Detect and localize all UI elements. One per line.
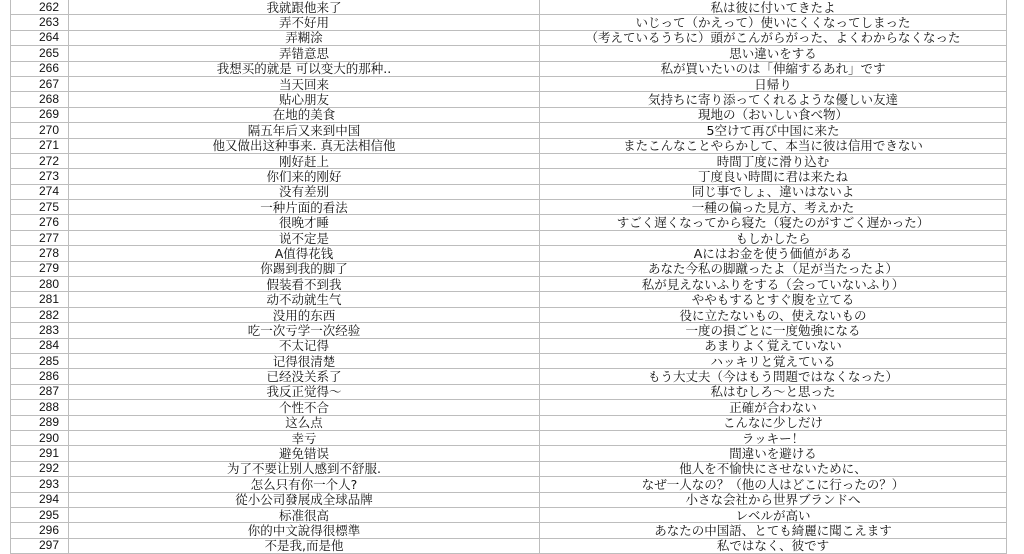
row-number-cell[interactable]: 264 [11,30,69,45]
table-row [11,430,1007,445]
chinese-phrase-cell[interactable]: 记得很清楚 [69,353,540,368]
japanese-translation-cell[interactable]: 丁度良い時間に君は来たね [540,169,1007,184]
row-number-cell[interactable]: 292 [11,461,69,476]
chinese-phrase-cell[interactable]: 个性不合 [69,400,540,415]
chinese-phrase-cell[interactable]: 动不动就生气 [69,292,540,307]
table-row [11,169,1007,184]
chinese-phrase-cell[interactable]: 为了不要让别人感到不舒服. [69,461,540,476]
chinese-phrase-cell[interactable]: 我反正觉得～ [69,384,540,399]
japanese-translation-cell[interactable]: 正確が合わない [540,400,1007,415]
chinese-phrase-cell[interactable]: 不是我,而是他 [69,538,540,553]
chinese-phrase-cell[interactable]: 不太记得 [69,338,540,353]
row-number-cell[interactable]: 283 [11,323,69,338]
chinese-phrase-cell[interactable]: 我就跟他来了 [69,0,540,15]
chinese-phrase-cell[interactable]: 刚好赶上 [69,153,540,168]
row-number-cell[interactable]: 269 [11,107,69,122]
phrase-table [10,0,1007,554]
table-row [11,153,1007,168]
chinese-phrase-cell[interactable]: 弄错意思 [69,46,540,61]
table-row [11,523,1007,538]
row-number-cell[interactable]: 272 [11,153,69,168]
row-number-cell[interactable]: 276 [11,215,69,230]
row-number-cell[interactable]: 274 [11,184,69,199]
japanese-translation-cell[interactable]: 思い違いをする [540,46,1007,61]
table-row [11,15,1007,30]
table-row [11,307,1007,322]
japanese-translation-cell[interactable]: あなたの中国語、とても綺麗に聞こえます [540,523,1007,538]
japanese-translation-cell[interactable]: 私が見えないふりをする（会っていないふり） [540,277,1007,292]
chinese-phrase-cell[interactable]: 假装看不到我 [69,277,540,292]
chinese-phrase-cell[interactable]: 從小公司發展成全球品牌 [69,492,540,507]
chinese-phrase-cell[interactable]: 没有差别 [69,184,540,199]
japanese-translation-cell[interactable]: 小さな会社から世界ブランドへ [540,492,1007,507]
row-number-cell[interactable]: 289 [11,415,69,430]
japanese-translation-cell[interactable]: ハッキリと覚えている [540,353,1007,368]
chinese-phrase-cell[interactable]: 你的中文說得很標準 [69,523,540,538]
japanese-translation-cell[interactable]: 一度の損ごとに一度勉強になる [540,323,1007,338]
table-row [11,492,1007,507]
row-number-cell[interactable]: 284 [11,338,69,353]
row-number-cell[interactable]: 288 [11,400,69,415]
table-row [11,46,1007,61]
japanese-translation-cell[interactable]: 私はむしろ～と思った [540,384,1007,399]
japanese-translation-cell[interactable]: 気持ちに寄り添ってくれるような優しい友達 [540,92,1007,107]
table-row [11,415,1007,430]
table-row [11,277,1007,292]
japanese-translation-cell[interactable]: （考えているうちに）頭がこんがらがった、よくわからなくなった [540,30,1007,45]
chinese-phrase-cell[interactable]: 一种片面的看法 [69,200,540,215]
japanese-translation-cell[interactable]: ややもするとすぐ腹を立てる [540,292,1007,307]
japanese-translation-cell[interactable]: もう大丈夫（今はもう問題ではなくなった） [540,369,1007,384]
japanese-translation-cell[interactable]: レベルが高い [540,507,1007,522]
table-row [11,184,1007,199]
table-row [11,215,1007,230]
row-number-cell[interactable]: 275 [11,200,69,215]
table-row [11,507,1007,522]
table-row [11,0,1007,15]
japanese-translation-cell[interactable]: なぜ一人なの？（他の人はどこに行ったの？） [540,477,1007,492]
japanese-translation-cell[interactable]: 役に立たないもの、使えないもの [540,307,1007,322]
japanese-translation-cell[interactable]: いじって（かえって）使いにくくなってしまった [540,15,1007,30]
chinese-phrase-cell[interactable]: 标准很高 [69,507,540,522]
table-row [11,400,1007,415]
table-row [11,138,1007,153]
table-row [11,246,1007,261]
chinese-phrase-cell[interactable]: 我想买的就是 可以变大的那种.. [69,61,540,76]
row-number-cell[interactable]: 262 [11,0,69,15]
row-number-cell[interactable]: 267 [11,76,69,91]
japanese-translation-cell[interactable]: 日帰り [540,76,1007,91]
row-number-cell[interactable]: 279 [11,261,69,276]
table-row [11,76,1007,91]
row-number-cell[interactable]: 297 [11,538,69,553]
chinese-phrase-cell[interactable]: 怎么只有你一个人? [69,477,540,492]
table-row [11,123,1007,138]
japanese-translation-cell[interactable]: 私が買いたいのは「伸縮するあれ」です [540,61,1007,76]
chinese-phrase-cell[interactable]: 当天回来 [69,76,540,91]
chinese-phrase-cell[interactable]: 没用的东西 [69,307,540,322]
row-number-cell[interactable]: 273 [11,169,69,184]
japanese-translation-cell[interactable]: もしかしたら [540,230,1007,245]
table-row [11,338,1007,353]
japanese-translation-cell[interactable]: 私ではなく、彼です [540,538,1007,553]
row-number-cell[interactable]: 293 [11,477,69,492]
chinese-phrase-cell[interactable]: 弄不好用 [69,15,540,30]
chinese-phrase-cell[interactable]: 弄糊涂 [69,30,540,45]
row-number-cell[interactable]: 271 [11,138,69,153]
chinese-phrase-cell[interactable]: 贴心朋友 [69,92,540,107]
chinese-phrase-cell[interactable]: 这么点 [69,415,540,430]
chinese-phrase-cell[interactable]: 你们来的刚好 [69,169,540,184]
table-row [11,230,1007,245]
table-row [11,292,1007,307]
row-number-cell[interactable]: 280 [11,277,69,292]
table-row [11,446,1007,461]
japanese-translation-cell[interactable]: 一種の偏った見方、考えかた [540,200,1007,215]
row-number-cell[interactable]: 282 [11,307,69,322]
japanese-translation-cell[interactable]: こんなに少しだけ [540,415,1007,430]
table-row [11,477,1007,492]
japanese-translation-cell[interactable]: 時間丁度に滑り込む [540,153,1007,168]
chinese-phrase-cell[interactable]: A值得花钱 [69,246,540,261]
row-number-cell[interactable]: 266 [11,61,69,76]
row-number-cell[interactable]: 291 [11,446,69,461]
chinese-phrase-cell[interactable]: 已经没关系了 [69,369,540,384]
japanese-translation-cell[interactable]: 5空けて再び中国に来た [540,123,1007,138]
table-row [11,538,1007,553]
row-number-cell[interactable]: 294 [11,492,69,507]
row-number-cell[interactable]: 268 [11,92,69,107]
row-number-cell[interactable]: 285 [11,353,69,368]
japanese-translation-cell[interactable]: あなた今私の脚蹴ったよ（足が当たったよ） [540,261,1007,276]
row-number-cell[interactable]: 278 [11,246,69,261]
chinese-phrase-cell[interactable]: 很晚才睡 [69,215,540,230]
row-number-cell[interactable]: 295 [11,507,69,522]
table-row [11,384,1007,399]
table-row [11,61,1007,76]
japanese-translation-cell[interactable]: すごく遅くなってから寝た（寝たのがすごく遅かった） [540,215,1007,230]
chinese-phrase-cell[interactable]: 在地的美食 [69,107,540,122]
japanese-translation-cell[interactable]: 他人を不愉快にさせないために、 [540,461,1007,476]
japanese-translation-cell[interactable]: 同じ事でしょ、違いはないよ [540,184,1007,199]
row-number-cell[interactable]: 290 [11,430,69,445]
japanese-translation-cell[interactable]: またこんなことやらかして、本当に彼は信用できない [540,138,1007,153]
table-row [11,92,1007,107]
table-row [11,323,1007,338]
row-number-cell[interactable]: 287 [11,384,69,399]
chinese-phrase-cell[interactable]: 隔五年后又来到中国 [69,123,540,138]
row-number-cell[interactable]: 296 [11,523,69,538]
japanese-translation-cell[interactable]: Aにはお金を使う価値がある [540,246,1007,261]
table-row [11,261,1007,276]
japanese-translation-cell[interactable]: 私は彼に付いてきたよ [540,0,1007,15]
japanese-translation-cell[interactable]: あまりよく覚えていない [540,338,1007,353]
row-number-cell[interactable]: 270 [11,123,69,138]
table-row [11,107,1007,122]
chinese-phrase-cell[interactable]: 避免错误 [69,446,540,461]
chinese-phrase-cell[interactable]: 吃一次亏学一次经验 [69,323,540,338]
table-row [11,369,1007,384]
row-number-cell[interactable]: 286 [11,369,69,384]
table-row [11,30,1007,45]
row-number-cell[interactable]: 263 [11,15,69,30]
chinese-phrase-cell[interactable]: 你踢到我的脚了 [69,261,540,276]
row-number-cell[interactable]: 265 [11,46,69,61]
table-row [11,353,1007,368]
table-row [11,200,1007,215]
japanese-translation-cell[interactable]: 間違いを避ける [540,446,1007,461]
japanese-translation-cell[interactable]: 現地の（おいしい食べ物） [540,107,1007,122]
chinese-phrase-cell[interactable]: 他又做出这种事来. 真无法相信他 [69,138,540,153]
row-number-cell[interactable]: 277 [11,230,69,245]
chinese-phrase-cell[interactable]: 幸亏 [69,430,540,445]
chinese-phrase-cell[interactable]: 说不定是 [69,230,540,245]
row-number-cell[interactable]: 281 [11,292,69,307]
table-row [11,461,1007,476]
japanese-translation-cell[interactable]: ラッキー！ [540,430,1007,445]
table-body [11,0,1007,554]
